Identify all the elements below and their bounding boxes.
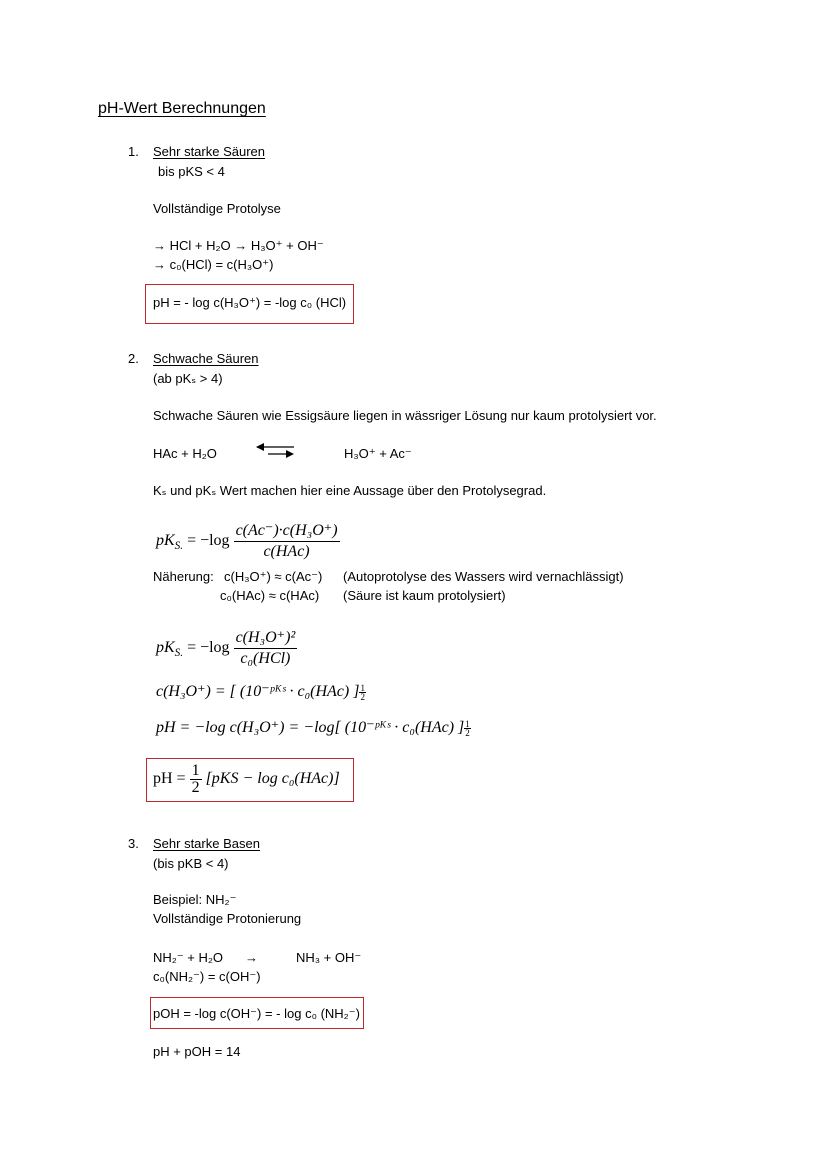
- section-3-example: Beispiel: NH₂⁻: [153, 892, 237, 907]
- section-3-reaction-right: NH₃ + OH⁻: [296, 950, 362, 965]
- section-3-reaction-arrow: →: [245, 950, 258, 965]
- section-1-equality: → c₀(HCl) = c(H₃O⁺): [153, 257, 274, 272]
- section-2-number: 2.: [128, 351, 139, 366]
- section-3-reaction-left: NH₂⁻ + H₂O: [153, 950, 224, 965]
- equation-pks-definition: $pK_{S.} = -\log$ $\frac{\text{c(Ac⁻)·c(H₃O⁺)}}{\text{c(HAc)}}$: [156, 521, 338, 560]
- section-1-reaction: → HCl + H₂O → H₃O⁺ + OH⁻: [153, 238, 324, 253]
- section-2-reaction-left: HAc + H₂O: [153, 446, 217, 461]
- section-2-formula: pH = $\frac{1}{2}$ [pKS − log c₀(HAc)]: [153, 762, 340, 796]
- equation-pks-approx: $pK_{S.} = -\log$ $\frac{\text{c(H₃O⁺)²}}{\text{c₀(HCl)}}$: [156, 628, 296, 667]
- section-3-formula: pOH = -log c(OH⁻) = - log c₀ (NH₂⁻): [153, 1006, 360, 1021]
- approx-1-note: (Autoprotolyse des Wassers wird vernachlässigt): [343, 569, 624, 584]
- approx-2: c₀(HAc) ≈ c(HAc): [220, 588, 320, 603]
- section-1-description: Vollständige Protolyse: [153, 201, 281, 216]
- approx-2-note: (Säure ist kaum protolysiert): [343, 588, 506, 603]
- approx-label: Näherung:: [153, 569, 214, 584]
- page-title: pH-Wert Berechnungen: [98, 100, 266, 117]
- equation-h3o-concentration: c(H₃O⁺) = [ (10⁻ᵖᴷˢ · c₀(HAc) ] $\frac{1}{2}$: [156, 682, 365, 702]
- section-3-sum: pH + pOH = 14: [153, 1044, 241, 1059]
- section-1-formula: pH = - log c(H₃O⁺) = -log c₀ (HCl): [153, 295, 347, 310]
- section-2-range: (ab pKₛ > 4): [153, 371, 223, 386]
- section-3-number: 3.: [128, 836, 139, 851]
- section-3-equality: c₀(NH₂⁻) = c(OH⁻): [153, 969, 261, 984]
- section-2-heading: Schwache Säuren: [153, 351, 259, 366]
- section-3-description: Vollständige Protonierung: [153, 911, 302, 926]
- section-3-range: (bis pKB < 4): [153, 856, 229, 871]
- section-2-ks-text: Kₛ und pKₛ Wert machen hier eine Aussage über den Protolysegrad.: [153, 483, 547, 498]
- equilibrium-arrow-icon: [254, 442, 298, 460]
- section-1-heading: Sehr starke Säuren: [153, 144, 266, 159]
- section-1-range: bis pKS < 4: [158, 164, 225, 179]
- section-1-number: 1.: [128, 144, 139, 159]
- approx-1: c(H₃O⁺) ≈ c(Ac⁻): [224, 569, 323, 584]
- equation-ph-derivation: pH = −log c(H₃O⁺) = −log[ (10⁻ᵖᴷˢ · c₀(HAc) ] $\frac{1}{2}$: [156, 718, 470, 738]
- section-2-description: Schwache Säuren wie Essigsäure liegen in wässriger Lösung nur kaum protolysiert vor.: [153, 408, 657, 423]
- section-3-heading: Sehr starke Basen: [153, 836, 260, 851]
- section-2-reaction-right: H₃O⁺ + Ac⁻: [344, 446, 412, 461]
